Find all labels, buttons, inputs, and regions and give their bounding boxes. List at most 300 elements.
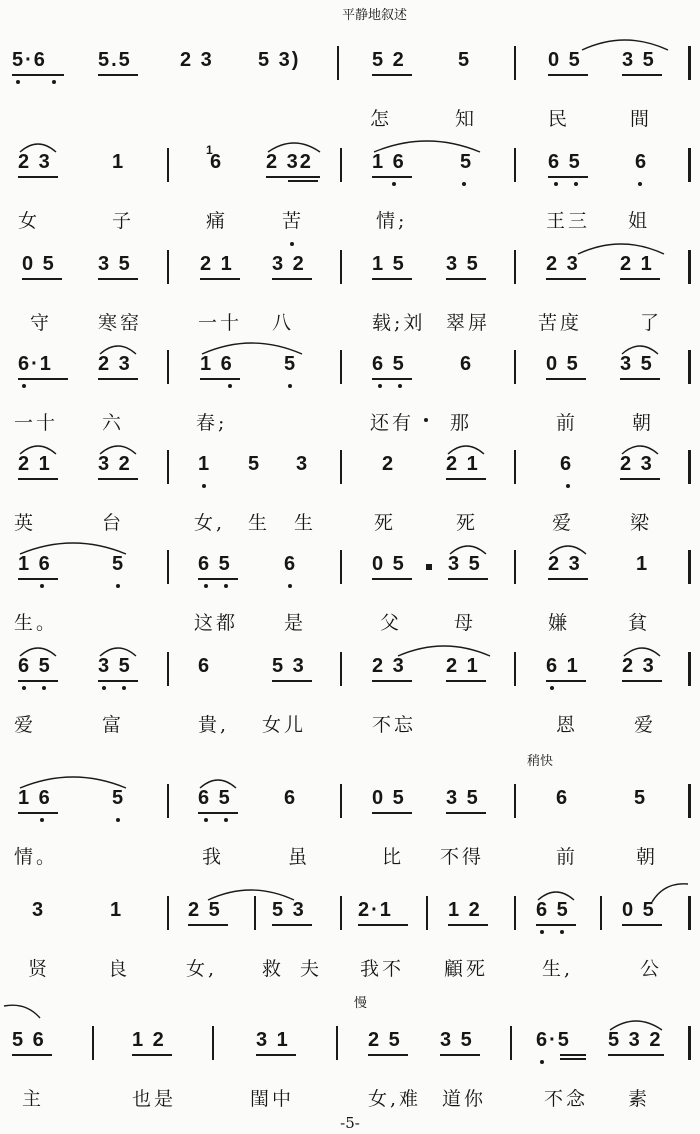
low-octave-dot — [224, 584, 228, 588]
low-octave-dot — [462, 182, 466, 186]
barline — [92, 1026, 94, 1060]
duration-line — [12, 74, 64, 76]
note-group: 2 1 — [18, 453, 52, 475]
note-group: 6 — [556, 787, 570, 809]
slur — [18, 136, 58, 156]
slur — [18, 772, 128, 792]
low-octave-dot — [202, 484, 206, 488]
duration-line — [548, 74, 588, 76]
note-group: 3 5 — [98, 655, 132, 677]
note-group: 1 2 — [132, 1029, 166, 1051]
duration-line — [18, 378, 68, 380]
low-octave-dot — [378, 384, 382, 388]
lyric: 生 — [294, 512, 317, 534]
lyric: 一十 — [198, 312, 243, 334]
note-group: 2 3 — [18, 151, 52, 173]
duration-line — [446, 278, 486, 280]
note-group: 3 5 — [446, 253, 480, 275]
lyric: 梁 — [630, 512, 653, 534]
barline — [688, 784, 691, 818]
duration-line — [22, 278, 62, 280]
duration-line — [622, 74, 662, 76]
duration-line — [372, 378, 412, 380]
lyric: 富 — [102, 714, 125, 736]
low-octave-dot — [560, 930, 564, 934]
note-group: 5 — [248, 453, 262, 475]
tempo-mark-calm: 平静地叙述 — [342, 8, 408, 23]
lyric: 痛 — [206, 210, 229, 232]
low-octave-dot — [122, 686, 126, 690]
slur — [18, 640, 58, 660]
lyric: 爱 — [552, 512, 575, 534]
barline — [340, 896, 342, 930]
barline — [600, 896, 602, 930]
note-group: 3 2 — [272, 253, 306, 275]
duration-line — [372, 578, 412, 580]
duration-line — [200, 378, 240, 380]
duration-line — [446, 812, 486, 814]
barline — [514, 652, 516, 686]
slur — [576, 238, 666, 258]
note-group: 5 3 — [272, 655, 306, 677]
tempo-mark-slow: 慢 — [354, 996, 368, 1011]
low-octave-dot — [22, 686, 26, 690]
lyric: 苦度 — [538, 312, 583, 334]
note-group: 6 — [635, 151, 649, 173]
note-group: 3 5 — [446, 787, 480, 809]
low-octave-dot — [102, 686, 106, 690]
note-group: 5 — [112, 787, 126, 809]
barline — [514, 250, 516, 284]
note-group: 2 3 — [372, 655, 406, 677]
duration-line — [358, 924, 408, 926]
low-octave-dot — [40, 818, 44, 822]
lyric: 王三 — [546, 210, 591, 232]
barline — [514, 450, 516, 484]
note-group: 2 3 — [548, 553, 582, 575]
note-group: 3 5 — [440, 1029, 474, 1051]
barline — [167, 450, 169, 484]
note-group: 2 5 — [188, 899, 222, 921]
duration-line — [272, 278, 312, 280]
lyric: 父 — [380, 612, 403, 634]
low-octave-dot — [40, 584, 44, 588]
lyric: 素 — [628, 1088, 651, 1110]
duration-line — [548, 578, 588, 580]
barline — [336, 1026, 338, 1060]
low-octave-dot — [398, 384, 402, 388]
note-group: 2 3 — [622, 655, 656, 677]
low-octave-dot — [116, 584, 120, 588]
note-group: 2 1 — [446, 453, 480, 475]
lyric: 不念 — [544, 1088, 589, 1110]
barline — [167, 550, 169, 584]
lyric: 英 — [14, 512, 37, 534]
low-octave-dot — [16, 80, 20, 84]
slur — [548, 538, 588, 558]
lyric: 不忘 — [372, 714, 417, 736]
barline — [514, 784, 516, 818]
page-number: -5- — [340, 1114, 360, 1132]
duration-line — [620, 378, 660, 380]
note-group: 1 2 — [448, 899, 482, 921]
barline — [514, 148, 516, 182]
breath-mark — [426, 564, 432, 570]
slur — [18, 538, 128, 558]
duration-line — [372, 278, 412, 280]
duration-line — [288, 180, 318, 182]
low-octave-dot — [52, 80, 56, 84]
duration-line — [198, 812, 238, 814]
duration-line — [98, 74, 138, 76]
duration-line — [536, 924, 576, 926]
lyric: 寒窑 — [98, 312, 143, 334]
duration-line — [272, 680, 312, 682]
lyric: 前 — [556, 846, 579, 868]
duration-line — [12, 1054, 52, 1056]
lyric: 生 — [248, 512, 271, 534]
staff-system-8 — [0, 786, 700, 892]
duration-line — [18, 478, 58, 480]
note-group: 1 6 — [372, 151, 406, 173]
note-group: 2 5 — [368, 1029, 402, 1051]
lyric: 民 — [548, 108, 571, 130]
breath-dot — [424, 418, 428, 422]
low-octave-dot — [638, 182, 642, 186]
lyric: 知 — [455, 108, 478, 130]
lyric: 是 — [284, 612, 307, 634]
barline — [337, 46, 339, 80]
lyric: 死 — [374, 512, 397, 534]
lyric: 台 — [102, 512, 125, 534]
duration-line — [622, 924, 662, 926]
note-group: 3 5 — [620, 353, 654, 375]
lyric: 恩 — [556, 714, 579, 736]
low-octave-dot — [392, 182, 396, 186]
duration-line — [98, 378, 138, 380]
note-group: 6 5 — [372, 353, 406, 375]
slur — [372, 136, 482, 156]
low-octave-dot — [204, 584, 208, 588]
note-group: 6·1 — [18, 353, 53, 375]
lyric: 女 — [18, 210, 41, 232]
lyric: 贤 — [28, 958, 51, 980]
duration-line — [368, 1054, 408, 1056]
duration-line — [18, 812, 58, 814]
low-octave-dot — [22, 384, 26, 388]
note-group: 5 — [458, 49, 472, 71]
note-group: 6 5 — [198, 553, 232, 575]
note-group: 6·5 — [536, 1029, 571, 1051]
note-group: 6 — [560, 453, 574, 475]
duration-line — [622, 680, 662, 682]
barline — [688, 1026, 691, 1060]
barline — [688, 148, 691, 182]
lyric: 不得 — [440, 846, 485, 868]
lyric: 我不 — [360, 958, 405, 980]
note-group: 1 — [112, 151, 126, 173]
lyric: 女,难 — [368, 1088, 422, 1110]
lyric: 了 — [640, 312, 663, 334]
note-group: 3 5 — [98, 253, 132, 275]
note-group: 2 1 — [620, 253, 654, 275]
note-group: 2 3 — [620, 453, 654, 475]
lyric: 翠屏 — [446, 312, 491, 334]
barline — [340, 450, 342, 484]
lyric: 也是 — [132, 1088, 177, 1110]
note-group: 0 5 — [22, 253, 56, 275]
note-group: 6 1 — [546, 655, 580, 677]
duration-line — [372, 680, 412, 682]
duration-line — [132, 1054, 172, 1056]
low-octave-dot — [228, 384, 232, 388]
note-group: 5 — [112, 553, 126, 575]
slur — [620, 438, 660, 458]
lyric: 那 — [450, 412, 473, 434]
lyric: 生, — [542, 958, 574, 980]
tempo-mark-faster: 稍快 — [527, 754, 554, 769]
note-group: 2 3 — [546, 253, 580, 275]
duration-line — [448, 924, 488, 926]
note-group: 0 5 — [372, 553, 406, 575]
note-group: 2 3 — [180, 49, 214, 71]
note-group: 3 — [296, 453, 310, 475]
duration-line — [546, 278, 586, 280]
lyric: 朝 — [632, 412, 655, 434]
note-group: 5 — [634, 787, 648, 809]
low-octave-dot — [204, 818, 208, 822]
slur — [266, 136, 322, 156]
duration-line — [18, 578, 58, 580]
duration-line — [198, 578, 238, 580]
note-group: 5 — [460, 151, 474, 173]
note-group: 5.5 — [98, 49, 132, 71]
duration-line — [98, 478, 138, 480]
lyric: 一十 — [14, 412, 59, 434]
lyric: 公 — [640, 958, 663, 980]
note-group: 1 — [110, 899, 124, 921]
staff-system-7 — [0, 654, 700, 760]
low-octave-dot — [550, 686, 554, 690]
duration-line — [446, 680, 486, 682]
slur — [18, 438, 58, 458]
slur — [446, 438, 486, 458]
lyric: 怎 — [370, 108, 393, 130]
tie-continuation — [2, 1002, 42, 1022]
duration-line — [18, 176, 58, 178]
lyric: 前 — [556, 412, 579, 434]
barline — [167, 148, 169, 182]
barline — [688, 350, 691, 384]
note-group: 6 5 — [198, 787, 232, 809]
lyric: 还有 — [370, 412, 415, 434]
lyric: 嫌 — [548, 612, 571, 634]
duration-line — [272, 924, 312, 926]
note-group: 2 1 — [446, 655, 480, 677]
high-octave-dot — [290, 242, 294, 246]
lyric: 我 — [202, 846, 225, 868]
low-octave-dot — [574, 182, 578, 186]
note-group: 0 5 — [622, 899, 656, 921]
note-group: 0 5 — [546, 353, 580, 375]
note-group: 6 — [198, 655, 212, 677]
lyric: 女儿 — [262, 714, 307, 736]
duration-line — [256, 1054, 296, 1056]
duration-line — [548, 176, 588, 178]
duration-line — [620, 478, 660, 480]
slur — [98, 338, 138, 358]
lyric: 道你 — [442, 1088, 487, 1110]
lyric: 情; — [376, 210, 408, 232]
duration-line — [446, 478, 486, 480]
lyric: 苦 — [282, 210, 305, 232]
note-group: 1 6 — [200, 353, 234, 375]
note-group: 6 — [460, 353, 474, 375]
lyric: 虽 — [288, 846, 311, 868]
low-octave-dot — [566, 484, 570, 488]
barline — [514, 896, 516, 930]
duration-line — [608, 1054, 664, 1056]
lyric: 貴, — [198, 714, 230, 736]
note-group: 0 5 — [372, 787, 406, 809]
note-group: 3 — [32, 899, 46, 921]
low-octave-dot — [288, 584, 292, 588]
duration-line — [620, 278, 660, 280]
barline — [340, 250, 342, 284]
note-group: 5·6 — [12, 49, 47, 71]
note-group: 6 5 — [18, 655, 52, 677]
note-group: 5 6 — [12, 1029, 46, 1051]
note-group: 5 3 2 — [608, 1029, 663, 1051]
staff-system-9 — [0, 898, 700, 1004]
duration-line — [372, 812, 412, 814]
staff-system-1 — [0, 48, 700, 154]
barline — [340, 784, 342, 818]
slur — [198, 772, 238, 792]
lyric: 母 — [454, 612, 477, 634]
barline — [212, 1026, 214, 1060]
lyric: 救 — [262, 958, 285, 980]
note-group: 6 5 — [536, 899, 570, 921]
barline — [340, 148, 342, 182]
barline — [510, 1026, 512, 1060]
duration-line — [560, 1058, 586, 1060]
duration-line — [440, 1054, 480, 1056]
lyric: 守 — [30, 312, 53, 334]
lyric: 八 — [272, 312, 295, 334]
duration-line — [546, 680, 586, 682]
duration-line — [372, 176, 412, 178]
slur — [650, 884, 690, 904]
barline — [688, 652, 691, 686]
barline — [514, 550, 516, 584]
note-group: 2 3 — [98, 353, 132, 375]
note-group: 1 6 — [18, 787, 52, 809]
barline — [514, 46, 516, 80]
note-group: 6 — [210, 151, 224, 173]
grace-note: 1 — [206, 143, 215, 157]
lyric: 春; — [196, 412, 228, 434]
low-octave-dot — [554, 182, 558, 186]
note-group: 3 2 — [98, 453, 132, 475]
lyric: 朝 — [636, 846, 659, 868]
note-group: 2 1 — [200, 253, 234, 275]
duration-line — [188, 924, 228, 926]
slur — [608, 1014, 664, 1034]
note-group: 3 5 — [448, 553, 482, 575]
barline — [340, 652, 342, 686]
lyric: 閨中 — [250, 1088, 295, 1110]
slur — [98, 438, 138, 458]
duration-line — [98, 278, 138, 280]
note-group: 5 — [284, 353, 298, 375]
lyric: 六 — [102, 412, 125, 434]
lyric: 夫 — [300, 958, 323, 980]
low-octave-dot — [288, 384, 292, 388]
duration-line — [98, 680, 138, 682]
low-octave-dot — [540, 1060, 544, 1064]
slur — [206, 884, 296, 904]
slur — [580, 34, 670, 54]
lyric: 子 — [112, 210, 135, 232]
note-group: 0 5 — [548, 49, 582, 71]
lyric: 爱 — [14, 714, 37, 736]
note-group: 6 5 — [548, 151, 582, 173]
lyric: 貧 — [628, 612, 651, 634]
note-group: 3 5 — [622, 49, 656, 71]
barline — [167, 250, 169, 284]
lyric: 比 — [382, 846, 405, 868]
note-group: 1 6 — [18, 553, 52, 575]
slur — [98, 640, 138, 660]
lyric: 情。 — [14, 846, 59, 868]
slur — [622, 640, 662, 660]
note-group: 1 5 — [372, 253, 406, 275]
lyric: 間 — [630, 108, 653, 130]
lyric: 女, — [186, 958, 218, 980]
duration-line — [200, 278, 240, 280]
slur — [536, 884, 576, 904]
lyric: 死 — [456, 512, 479, 534]
barline — [167, 896, 169, 930]
barline — [167, 784, 169, 818]
barline — [167, 350, 169, 384]
note-group: 2 32 — [266, 151, 313, 173]
note-group: 6 — [284, 787, 298, 809]
low-octave-dot — [116, 818, 120, 822]
note-group: 2·1 — [358, 899, 393, 921]
low-octave-dot — [224, 818, 228, 822]
low-octave-dot — [42, 686, 46, 690]
duration-line — [266, 176, 320, 178]
lyric: 爱 — [634, 714, 657, 736]
slur — [448, 538, 488, 558]
note-group: 3 1 — [256, 1029, 290, 1051]
barline — [340, 550, 342, 584]
duration-line — [560, 1054, 586, 1056]
lyric: 顧死 — [444, 958, 489, 980]
note-group: 1 — [198, 453, 212, 475]
lyric: 载;刘 — [372, 312, 426, 334]
barline — [426, 896, 428, 930]
note-group: 5 3) — [258, 49, 301, 71]
slur — [200, 338, 304, 358]
slur — [620, 338, 660, 358]
duration-line — [546, 378, 586, 380]
lyric: 良 — [108, 958, 131, 980]
barline — [167, 652, 169, 686]
duration-line — [372, 74, 412, 76]
